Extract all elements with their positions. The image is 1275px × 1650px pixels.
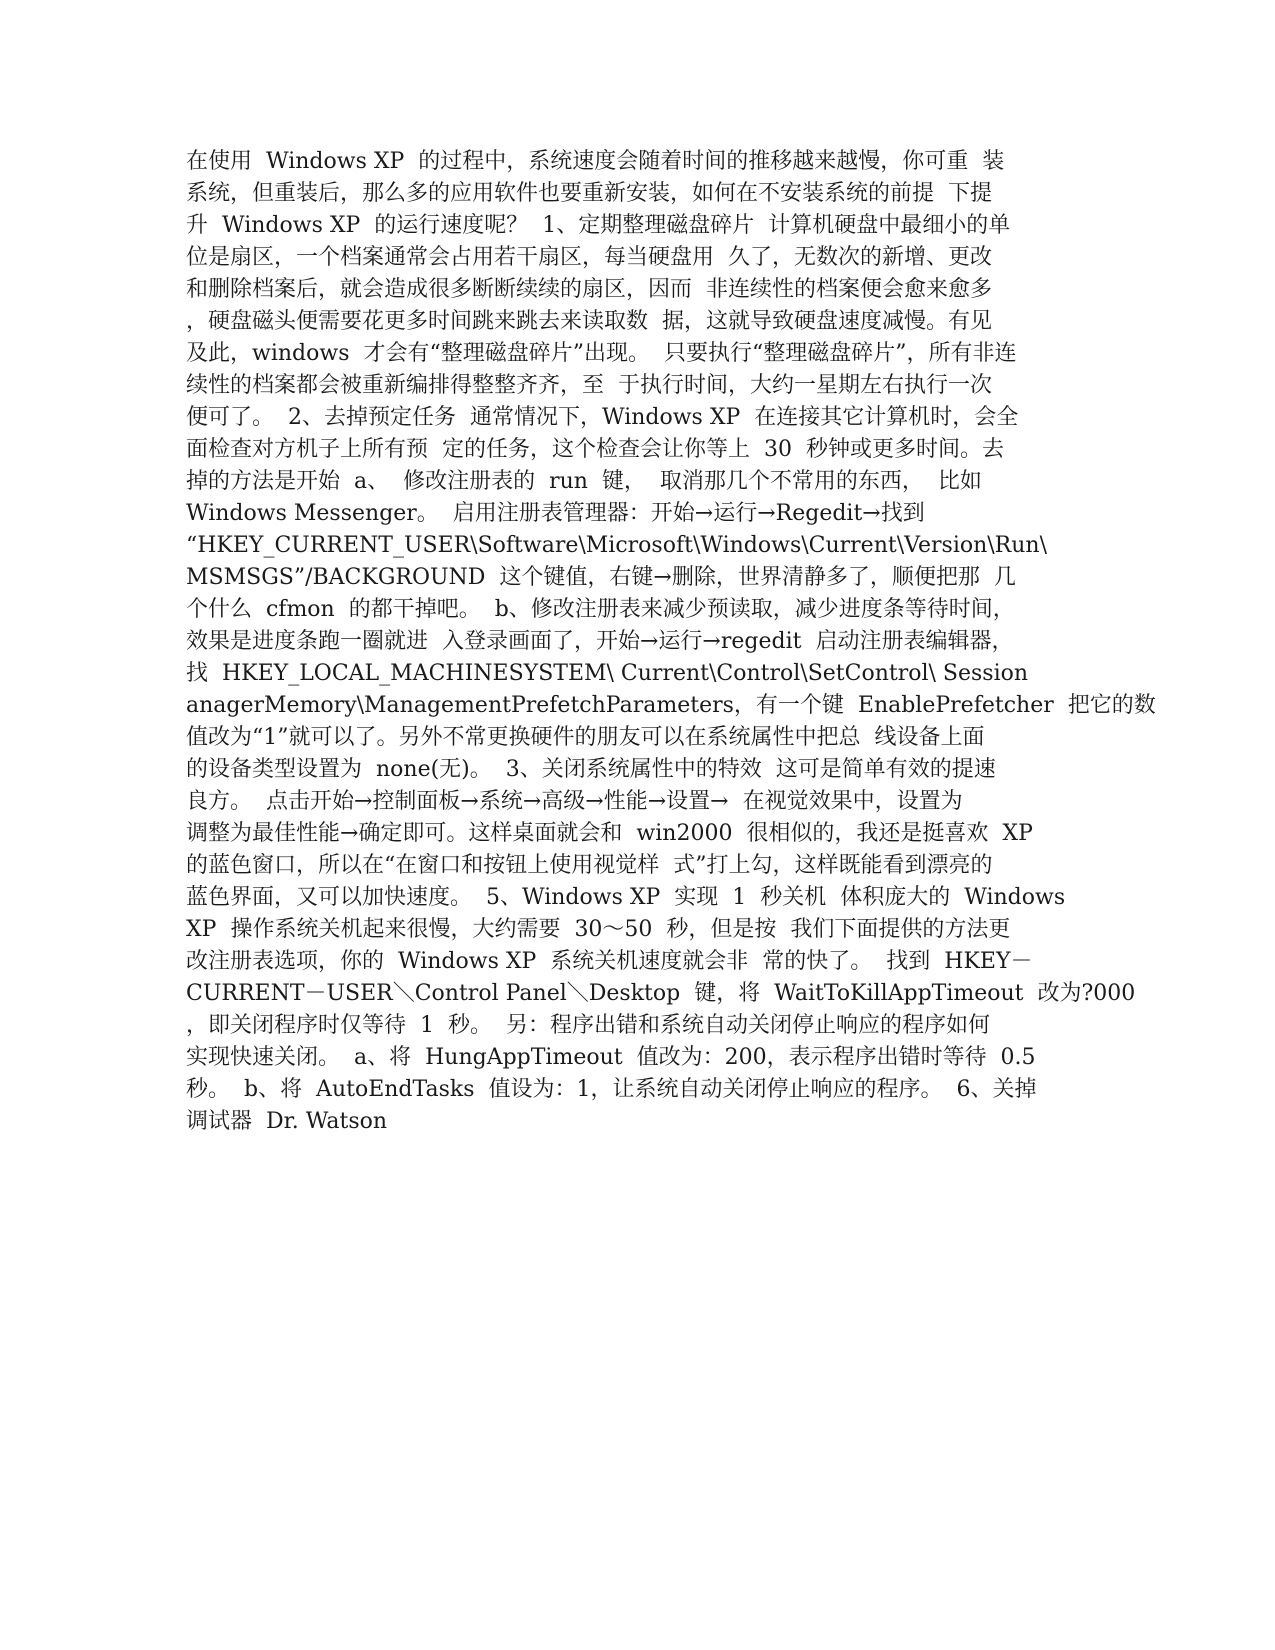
text-line: ，即关闭程序时仅等待 1 秒。 另：程序出错和系统自动关闭停止响应的程序如何 [186, 1013, 990, 1038]
text-line: 调试器 Dr. Watson [186, 1109, 388, 1134]
text-line: 及此，windows 才会有“整理磁盘碎片”出现。 只要执行“整理磁盘碎片”，所有非连 [186, 341, 1017, 366]
text-line: 个什么 cfmon 的都干掉吧。 b、修改注册表来减少预读取，减少进度条等待时间， [186, 597, 1015, 622]
text-line: MSMSGS”/BACKGROUND 这个键值，右键→删除，世界清静多了，顺便把那 几 [186, 565, 1016, 590]
text-line: 调整为最佳性能→确定即可。这样桌面就会和 win2000 很相似的，我还是挺喜欢 XP [186, 821, 1033, 846]
text-line: 秒。 b、将 AutoEndTasks 值设为：1，让系统自动关闭停止响应的程序。 6、关掉 [186, 1077, 1037, 1102]
text-line: 位是扇区，一个档案通常会占用若干扇区，每当硬盘用 久了，无数次的新增、更改 [186, 245, 992, 270]
text-line: 找 HKEY_LOCAL_MACHINESYSTEM\ Current\Control\SetControl\ Session [186, 661, 1029, 686]
text-line: 在使用 Windows XP 的过程中，系统速度会随着时间的推移越来越慢，你可重 装 [186, 149, 1005, 174]
text-line: CURRENT－USER＼Control Panel＼Desktop 键，将 WaitToKillAppTimeout 改为?000 [186, 981, 1136, 1006]
text-line: 的蓝色窗口，所以在“在窗口和按钮上使用视觉样 式”打上勾，这样既能看到漂亮的 [186, 853, 993, 878]
text-line: 掉的方法是开始 a、 修改注册表的 run 键， 取消那几个不常用的东西， 比如 [186, 469, 982, 494]
text-line: Windows Messenger。 启用注册表管理器：开始→运行→Regedit→找到 [186, 501, 925, 526]
text-line: 便可了。 2、去掉预定任务 通常情况下，Windows XP 在连接其它计算机时，会全 [186, 405, 1019, 430]
text-line: 蓝色界面，又可以加快速度。 5、Windows XP 实现 1 秒关机 体积庞大的 Windows [186, 885, 1066, 910]
text-line: 续性的档案都会被重新编排得整整齐齐，至 于执行时间，大约一星期左右执行一次 [186, 373, 992, 398]
text-line: 的设备类型设置为 none(无)。 3、关闭系统属性中的特效 这可是简单有效的提速 [186, 757, 996, 782]
text-line: “HKEY_CURRENT_USER\Software\Microsoft\Windows\Current\Version\Run\ [186, 533, 1047, 558]
text-line: 系统，但重装后，那么多的应用软件也要重新安装，如何在不安装系统的前提 下提 [186, 181, 992, 206]
text-line: 面检查对方机子上所有预 定的任务，这个检查会让你等上 30 秒钟或更多时间。去 [186, 437, 1004, 462]
text-line: 改注册表选项，你的 Windows XP 系统关机速度就会非 常的快了。 找到 HKEY－ [186, 949, 1033, 974]
text-line: 良方。 点击开始→控制面板→系统→高级→性能→设置→ 在视觉效果中，设置为 [186, 789, 963, 814]
text-line: XP 操作系统关机起来很慢，大约需要 30～50 秒，但是按 我们下面提供的方法更 [186, 917, 1011, 942]
text-line: 和删除档案后，就会造成很多断断续续的扇区，因而 非连续性的档案便会愈来愈多 [186, 277, 992, 302]
text-line: 效果是进度条跑一圈就进 入登录画面了，开始→运行→regedit 启动注册表编辑器， [186, 629, 1014, 654]
document-body-text [186, 146, 1156, 1138]
text-line: 实现快速关闭。 a、将 HungAppTimeout 值改为：200，表示程序出错时等待 0.5 [186, 1045, 1036, 1070]
text-line: ，硬盘磁头便需要花更多时间跳来跳去来读取数 据，这就导致硬盘速度减慢。有见 [186, 309, 992, 334]
text-line: 值改为“1”就可以了。另外不常更换硬件的朋友可以在系统属性中把总 线设备上面 [186, 725, 985, 750]
text-line: anagerMemory\ManagementPrefetchParameters，有一个键 EnablePrefetcher 把它的数 [186, 693, 1156, 718]
text-line: 升 Windows XP 的运行速度呢？ 1、定期整理磁盘碎片 计算机硬盘中最细小的单 [186, 213, 1011, 238]
